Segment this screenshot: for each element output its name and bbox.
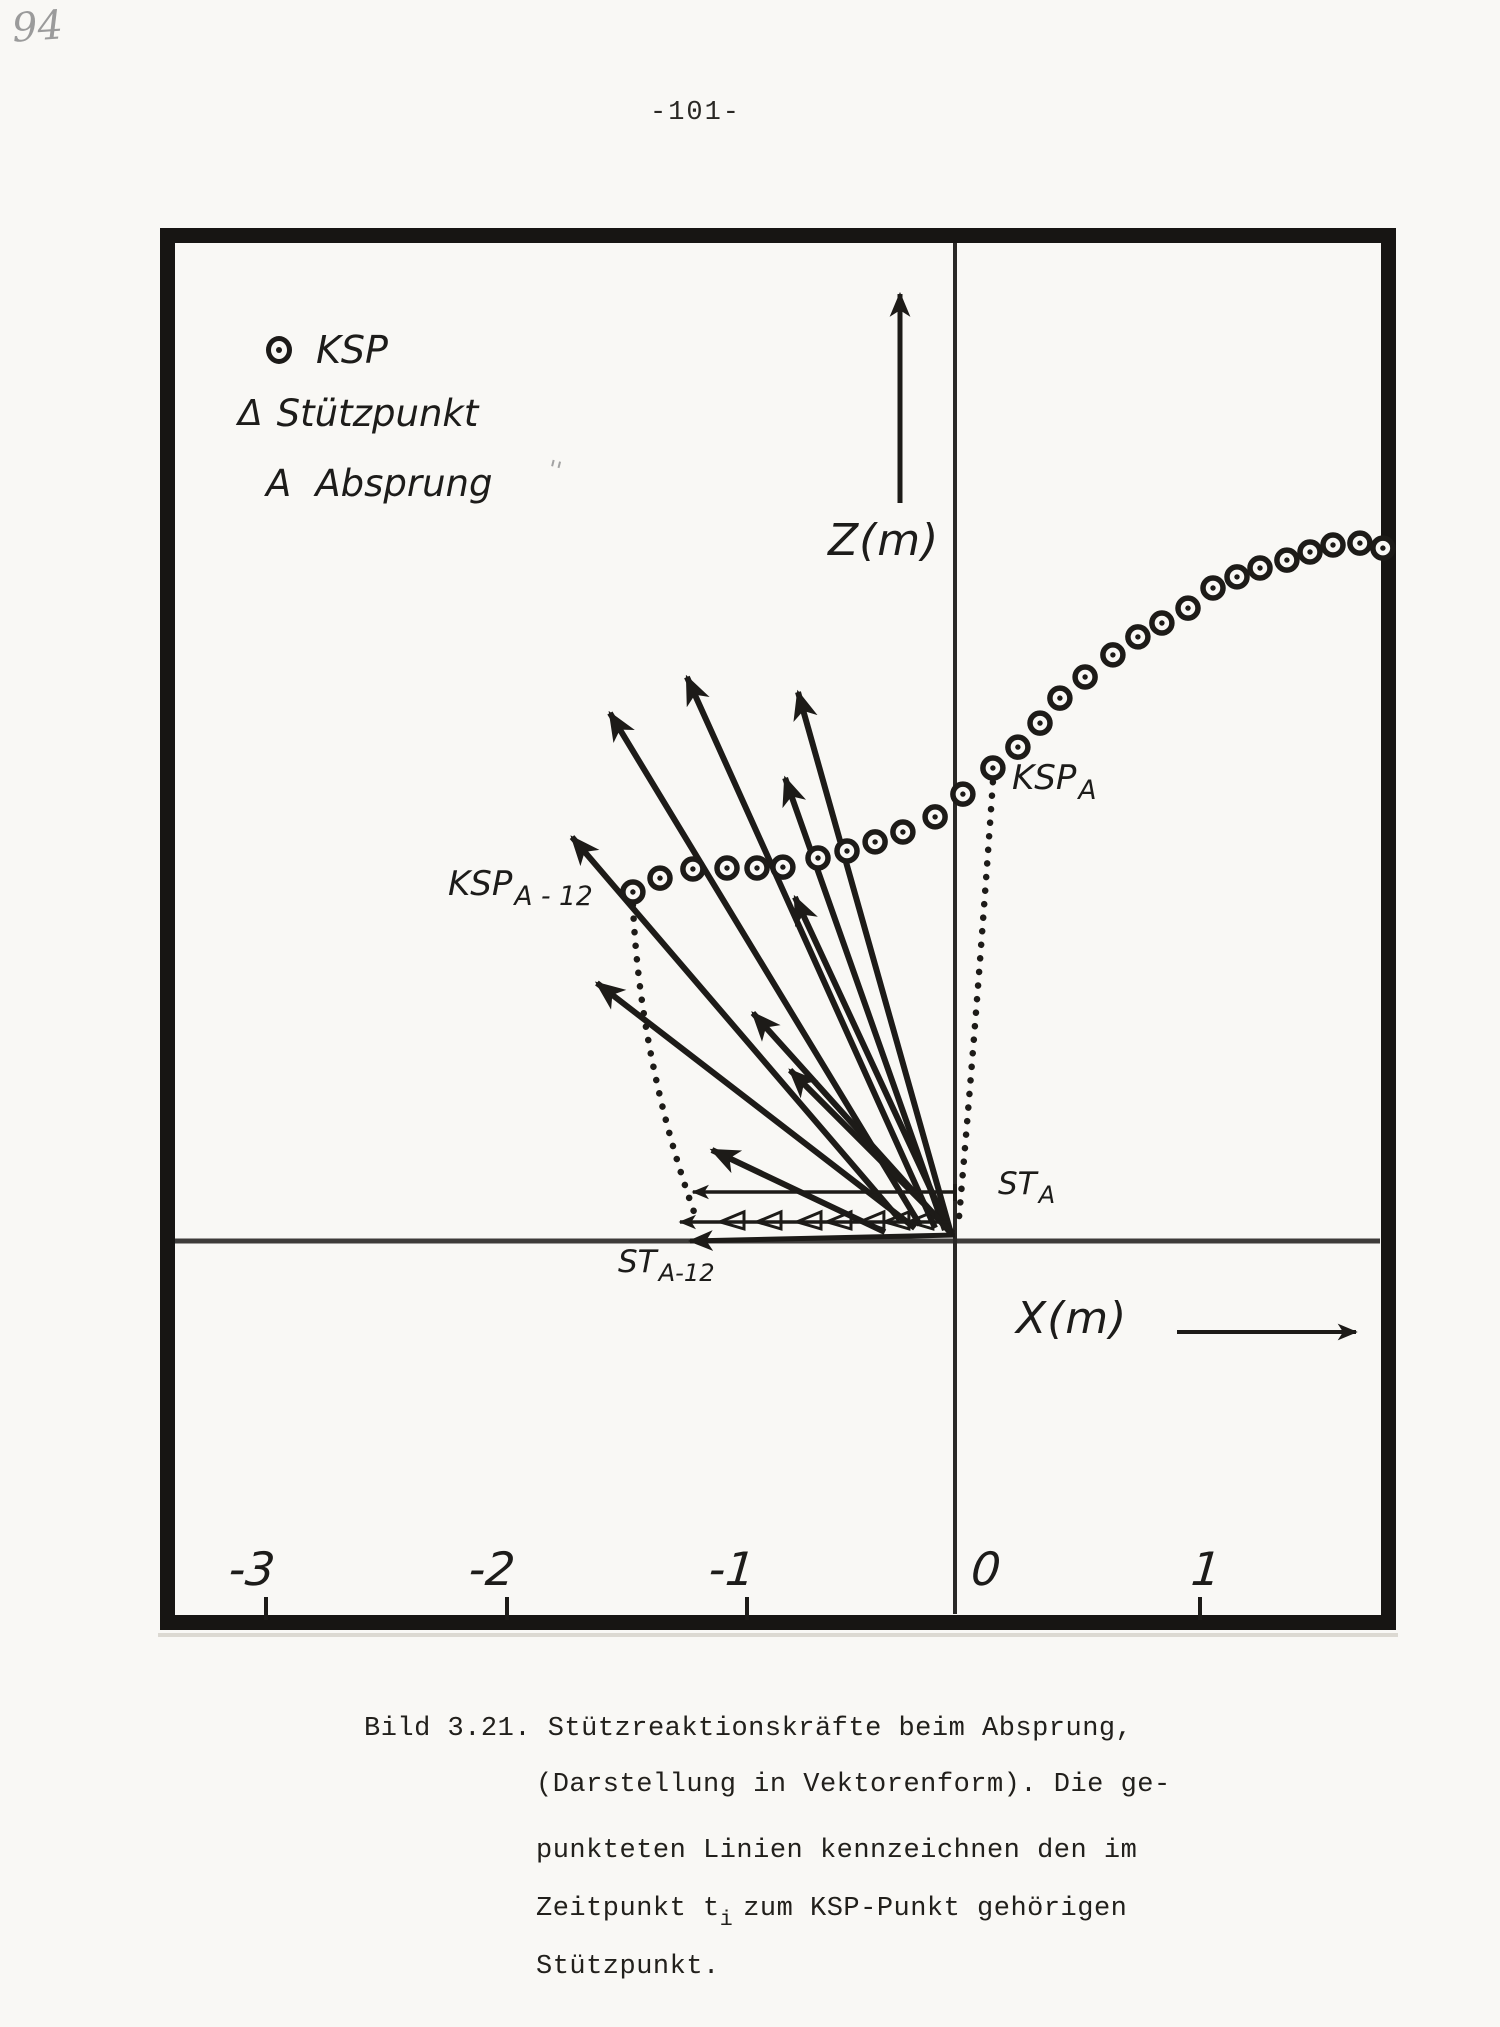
caption-line-4: Zeitpunkt $t_i$ zum KSP-Punkt gehörigen <box>536 1894 1128 1932</box>
annotation-ksp-a: $KSP_A$ <box>1012 758 1097 807</box>
letter-a-icon: A <box>266 462 292 505</box>
legend-label-ksp: KSP <box>316 328 388 372</box>
caption-line-2: (Darstellung in Vektorenform). Die ge- <box>536 1770 1171 1800</box>
force-vectors <box>572 677 955 1241</box>
annotation-st-a: $ST_A$ <box>998 1166 1056 1210</box>
legend-label-stuetzpunkt: Stützpunkt <box>276 392 479 435</box>
x-tick-label-minus1: -1 <box>706 1542 758 1596</box>
ksp-trajectory <box>623 533 1393 902</box>
z-axis-label: Z(m) <box>828 515 940 566</box>
x-tick-label-minus2: -2 <box>466 1542 518 1596</box>
handwritten-page-number: 94 <box>10 2 65 52</box>
legend-item-absprung <box>266 462 492 505</box>
axis-lines <box>175 243 1380 1620</box>
caption-subscript-i: i <box>719 1907 734 1932</box>
caption-line-3: punkteten Linien kennzeichnen den im <box>536 1836 1138 1866</box>
page-number: -101- <box>650 98 742 128</box>
legend-item-stuetzpunkt <box>238 392 478 435</box>
caption-line-5: Stützpunkt. <box>536 1952 720 1982</box>
legend-item-ksp <box>266 328 388 372</box>
handwritten-mark: '' <box>544 454 565 486</box>
x-tick-label-minus3: -3 <box>226 1542 278 1596</box>
ksp-circle-icon <box>266 336 292 364</box>
x-axis-label: X(m) <box>1016 1293 1128 1344</box>
x-tick-label-one: 1 <box>1188 1542 1224 1596</box>
annotation-st-a-12: $ST_{A-12}$ <box>618 1244 715 1288</box>
x-tick-label-zero: 0 <box>968 1542 1004 1596</box>
triangle-icon: Δ <box>238 393 263 434</box>
caption-line-1: Bild 3.21. Stützreaktionskräfte beim Absprung, <box>364 1714 1133 1744</box>
annotation-ksp-a-12: $KSP_{A - 12}$ <box>448 864 593 913</box>
legend-label-absprung: Absprung <box>315 462 493 505</box>
